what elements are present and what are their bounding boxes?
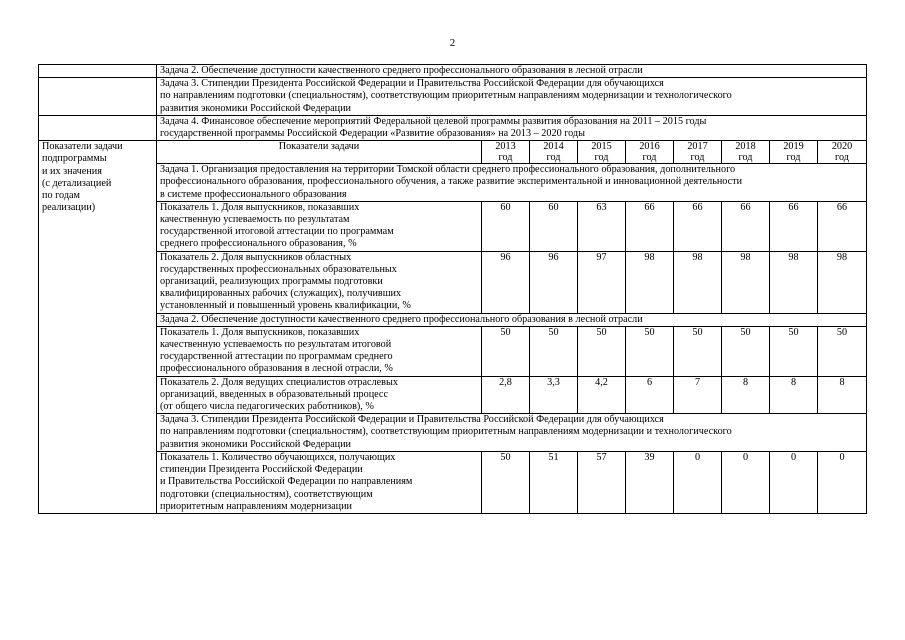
year-header: [770, 141, 818, 164]
task-cell: [157, 78, 867, 116]
section-task-row: [39, 164, 867, 202]
task-text: развития экономики Российской Федерации: [160, 102, 351, 114]
indicator-text: Показатель 2. Доля ведущих специалистов отраслевых: [160, 376, 398, 388]
year-unit: год: [546, 152, 561, 164]
task-cell: [157, 65, 867, 78]
indicator-value: 50: [626, 326, 674, 376]
side-label-text: Показатели задачи: [42, 141, 123, 153]
header-row: [39, 141, 867, 164]
year-header: [578, 141, 626, 164]
indicator-value: 0: [770, 451, 818, 513]
indicator-value: 50: [722, 326, 770, 376]
blank-side-cell: [39, 115, 157, 140]
year-unit: год: [642, 152, 657, 164]
year-header: [626, 141, 674, 164]
year-unit: год: [835, 152, 849, 164]
page-number: 2: [449, 37, 456, 49]
task-text: государственной программы Российской Федерации «Развитие образования» на 2013 – 2020 годы: [160, 128, 585, 140]
side-label-text: подпрограммы: [42, 153, 107, 165]
indicator-text: квалифицированных рабочих (служащих), получивших: [160, 288, 402, 300]
indicator-value: 8: [770, 376, 818, 414]
year-value: 2015: [591, 141, 612, 153]
indicator-value: 2,8: [482, 376, 530, 414]
task-cell: [157, 115, 867, 140]
indicator-text: организаций, реализующих программы подготовки: [160, 276, 383, 288]
indicator-row: [39, 201, 867, 251]
task-text: в системе профессионального образования: [160, 188, 347, 200]
year-header: [818, 141, 867, 164]
indicator-value: 98: [818, 251, 867, 313]
side-label-text: по годам: [42, 190, 80, 202]
indicator-value: 4,2: [578, 376, 626, 414]
indicator-value: 66: [674, 201, 722, 251]
indicator-row: [39, 326, 867, 376]
indicator-value: 50: [530, 326, 578, 376]
task-text: Задача 2. Обеспечение доступности качественного среднего профессионального образования в лесной отрасли: [160, 65, 643, 76]
indicator-value: 50: [818, 326, 867, 376]
indicator-value: 66: [626, 201, 674, 251]
year-unit: год: [498, 152, 513, 164]
top-task-row: [39, 65, 867, 78]
year-header: [530, 141, 578, 164]
indicator-value: 98: [722, 251, 770, 313]
indicator-value: 96: [530, 251, 578, 313]
indicator-text: качественную успеваемость по результатам: [160, 214, 350, 226]
indicator-description: [157, 201, 482, 251]
indicator-text: стипендии Президента Российской Федерации: [160, 464, 363, 476]
indicator-description: [157, 376, 482, 414]
indicator-value: 60: [482, 201, 530, 251]
year-value: 2014: [543, 141, 564, 153]
year-unit: год: [594, 152, 609, 164]
section-task-row: [39, 414, 867, 452]
indicator-text: среднего профессионального образования, %: [160, 238, 357, 250]
year-value: 2018: [735, 141, 756, 153]
indicator-text: качественную успеваемость по результатам итоговой: [160, 339, 392, 351]
top-task-row: [39, 115, 867, 140]
task-text: по направлениям подготовки (специальностям), соответствующим приоритетным направлениям модернизации и технологического: [160, 90, 732, 102]
indicator-text: Показатель 2. Доля выпускников областных: [160, 251, 352, 263]
indicator-row: [39, 376, 867, 414]
indicators-table: [38, 64, 867, 514]
indicator-row: [39, 451, 867, 513]
indicator-value: 50: [770, 326, 818, 376]
indicator-value: 60: [530, 201, 578, 251]
indicator-description: [157, 251, 482, 313]
indicator-value: 66: [770, 201, 818, 251]
year-header: [722, 141, 770, 164]
section-task-cell: [157, 414, 867, 452]
indicator-text: профессионального образования в лесной отрасли, %: [160, 363, 393, 375]
section-task-row: [39, 313, 867, 326]
indicator-value: 50: [482, 326, 530, 376]
task-text: Задача 1. Организация предоставления на территории Томской области среднего профессионального образования, дополнительного: [160, 164, 736, 176]
indicator-value: 98: [770, 251, 818, 313]
indicator-value: 8: [722, 376, 770, 414]
side-label-text: (с детализацией: [42, 177, 112, 189]
section-task-cell: [157, 313, 867, 326]
indicator-value: 98: [674, 251, 722, 313]
task-text: Задача 4. Финансовое обеспечение мероприятий Федеральной целевой программы развития образования на 2011 – 2015 годы: [160, 115, 707, 127]
side-label-cell: [39, 141, 157, 514]
indicator-text: установленный и повышенный уровень квалификации, %: [160, 300, 411, 312]
top-task-row: [39, 78, 867, 116]
indicator-text: Показатель 1. Доля выпускников, показавших: [160, 201, 360, 213]
side-label-text: реализации): [42, 202, 96, 214]
indicator-text: приоритетным направлениям модернизации: [160, 500, 352, 512]
indicator-value: 0: [722, 451, 770, 513]
year-value: 2019: [783, 141, 804, 153]
indicator-text: Показатель 1. Количество обучающихся, получающих: [160, 451, 396, 463]
year-header: [674, 141, 722, 164]
section-task-cell: [157, 164, 867, 202]
year-header: [482, 141, 530, 164]
indicator-value: 57: [578, 451, 626, 513]
indicator-value: 50: [674, 326, 722, 376]
blank-side-cell: [39, 65, 157, 78]
indicator-text: Показатель 1. Доля выпускников, показавших: [160, 326, 360, 338]
indicator-value: 0: [818, 451, 867, 513]
indicator-value: 96: [482, 251, 530, 313]
indicator-value: 98: [626, 251, 674, 313]
indicator-text: организаций, введенных в образовательный процесс: [160, 388, 388, 400]
task-text: по направлениям подготовки (специальностям), соответствующим приоритетным направлениям модернизации и технологического: [160, 426, 732, 438]
task-text: Задача 2. Обеспечение доступности качественного среднего профессионального образования в лесной отрасли: [160, 313, 643, 325]
indicator-value: 51: [530, 451, 578, 513]
indicator-description: [157, 326, 482, 376]
year-value: 2013: [495, 141, 516, 153]
indicator-value: 7: [674, 376, 722, 414]
indicator-value: 0: [674, 451, 722, 513]
indicator-value: 63: [578, 201, 626, 251]
year-unit: год: [786, 152, 801, 164]
indicator-text: и Правительства Российской Федерации по направлениям: [160, 476, 413, 488]
indicator-text: государственной итоговой аттестации по программам: [160, 226, 394, 238]
indicator-value: 3,3: [530, 376, 578, 414]
indicator-value: 97: [578, 251, 626, 313]
indicator-value: 66: [818, 201, 867, 251]
year-unit: год: [738, 152, 753, 164]
indicator-text: (от общего числа педагогических работников), %: [160, 401, 374, 413]
indicator-text: подготовки (специальностям), соответствующим: [160, 488, 373, 500]
year-value: 2017: [687, 141, 708, 153]
indicator-value: 66: [722, 201, 770, 251]
indicator-value: 50: [578, 326, 626, 376]
indicator-value: 39: [626, 451, 674, 513]
year-unit: год: [690, 152, 705, 164]
task-text: Задача 3. Стипендии Президента Российской Федерации и Правительства Российской Федерации для обучающихся: [160, 414, 664, 426]
task-text: Задача 3. Стипендии Президента Российской Федерации и Правительства Российской Федерации для обучающихся: [160, 78, 664, 90]
indicator-description: [157, 451, 482, 513]
indicator-text: государственных профессиональных образовательных: [160, 263, 397, 275]
indicator-value: 8: [818, 376, 867, 414]
blank-side-cell: [39, 78, 157, 116]
side-label-text: и их значения: [42, 165, 102, 177]
indicator-text: государственной аттестации по программам среднего: [160, 351, 393, 363]
task-text: профессионального образования, профессионального обучения, а также развитие экспериментальной и инновационной деятельности: [160, 176, 743, 188]
year-value: 2020: [831, 141, 853, 153]
indicator-value: 6: [626, 376, 674, 414]
indicator-value: 50: [482, 451, 530, 513]
indicator-row: [39, 251, 867, 313]
indicators-header: Показатели задачи: [157, 141, 482, 164]
task-text: развития экономики Российской Федерации: [160, 438, 351, 450]
year-value: 2016: [639, 141, 660, 153]
